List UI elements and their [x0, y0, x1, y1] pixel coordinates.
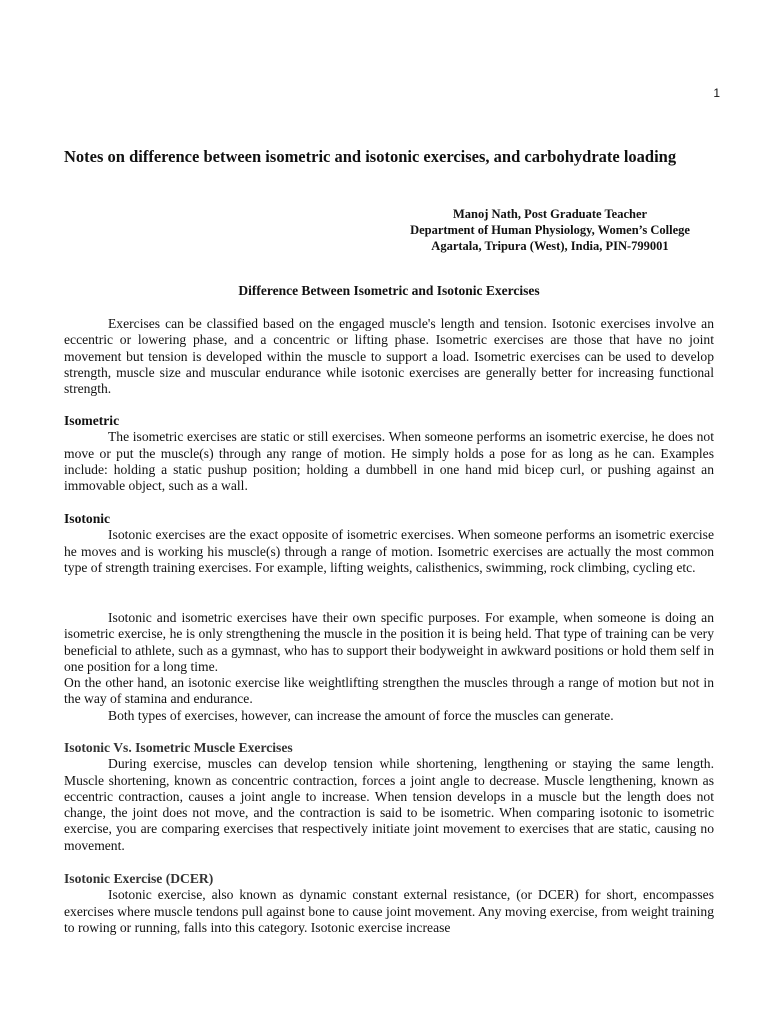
isotonic-paragraph: Isotonic exercises are the exact opposite of isometric exercises. When someone performs an isometric exercise he moves and is working his muscle(s) through a range of motion. Isometric exercises are actually the most common type of strength training exercises. For example, lifting weights, calisthenics, swimming, rock climbing, cycling etc.: [64, 527, 714, 575]
purposes-paragraph-2: On the other hand, an isotonic exercise like weightlifting strengthen the muscles through a range of motion but not in the way of stamina and endurance.: [64, 675, 714, 707]
purposes-paragraph-1: Isotonic and isometric exercises have their own specific purposes. For example, when someone is doing an isometric exercise, he is only strengthening the muscle in the position it is being held. That type of training can be very beneficial to athlete, such as a gymnast, who has to support their bodyweight in awkward positions or hold them self in one position for a long time.: [64, 610, 714, 674]
intro-section: [64, 316, 714, 397]
author-address-line: Agartala, Tripura (West), India, PIN-799001: [431, 239, 669, 253]
vs-heading: Isotonic Vs. Isometric Muscle Exercises: [64, 740, 293, 755]
isometric-paragraph: The isometric exercises are static or still exercises. When someone performs an isometric exercise, he does not move or put the muscle(s) through any range of motion. He simply holds a pose for as long as he can. Examples include: holding a static pushup position; holding a dumbbell in one hand mid bicep curl, or pushing against an immovable object, such as a wall.: [64, 429, 714, 494]
dcer-heading: Isotonic Exercise (DCER): [64, 871, 214, 886]
purposes-section: [64, 610, 714, 724]
page-number: 1: [713, 86, 720, 100]
vs-section: [64, 740, 714, 854]
dcer-section: [64, 871, 714, 936]
author-block: [400, 206, 700, 254]
isometric-heading: Isometric: [64, 413, 120, 428]
author-department-line: Department of Human Physiology, Women’s College: [410, 223, 690, 237]
purposes-paragraph-3: Both types of exercises, however, can increase the amount of force the muscles can generate.: [108, 707, 614, 723]
isotonic-heading: Isotonic: [64, 511, 111, 526]
section-heading: Difference Between Isometric and Isotonic Exercises: [238, 283, 540, 298]
dcer-paragraph: Isotonic exercise, also known as dynamic constant external resistance, (or DCER) for short, encompasses exercises where muscle tendons pull against bone to cause joint movement. Any moving exercise, from weight training to rowing or running, falls into this category. Isotonic exercise increase: [64, 887, 714, 935]
author-name-line: Manoj Nath, Post Graduate Teacher: [452, 207, 648, 221]
isometric-section: [64, 413, 714, 494]
isotonic-section: [64, 511, 714, 576]
document-title: Notes on difference between isometric and isotonic exercises, and carbohydrate loading: [64, 147, 677, 166]
vs-paragraph: During exercise, muscles can develop tension while shortening, lengthening or staying the same length. Muscle shortening, known as concentric contraction, forces a joint angle to decrease. Muscle lengthening, known as eccentric contraction, causes a joint angle to increase. When tension develops in a muscle but the length does not change, the joint does not move, and the contraction is said to be isometric. When comparing isotonic to isometric exercise, you are comparing exercises that respectively initiate joint movement to exercises that are static, causing no movement.: [64, 756, 714, 853]
intro-paragraph: Exercises can be classified based on the engaged muscle's length and tension. Isotonic exercises involve an eccentric or lowering phase, and a concentric or lifting phase. Isometric exercises are those that have no joint movement but tension is developed within the muscle to support a load. Isometric exercises can be used to develop strength, muscle size and muscular endurance while isotonic exercises are generally better for increasing functional strength.: [64, 316, 714, 397]
